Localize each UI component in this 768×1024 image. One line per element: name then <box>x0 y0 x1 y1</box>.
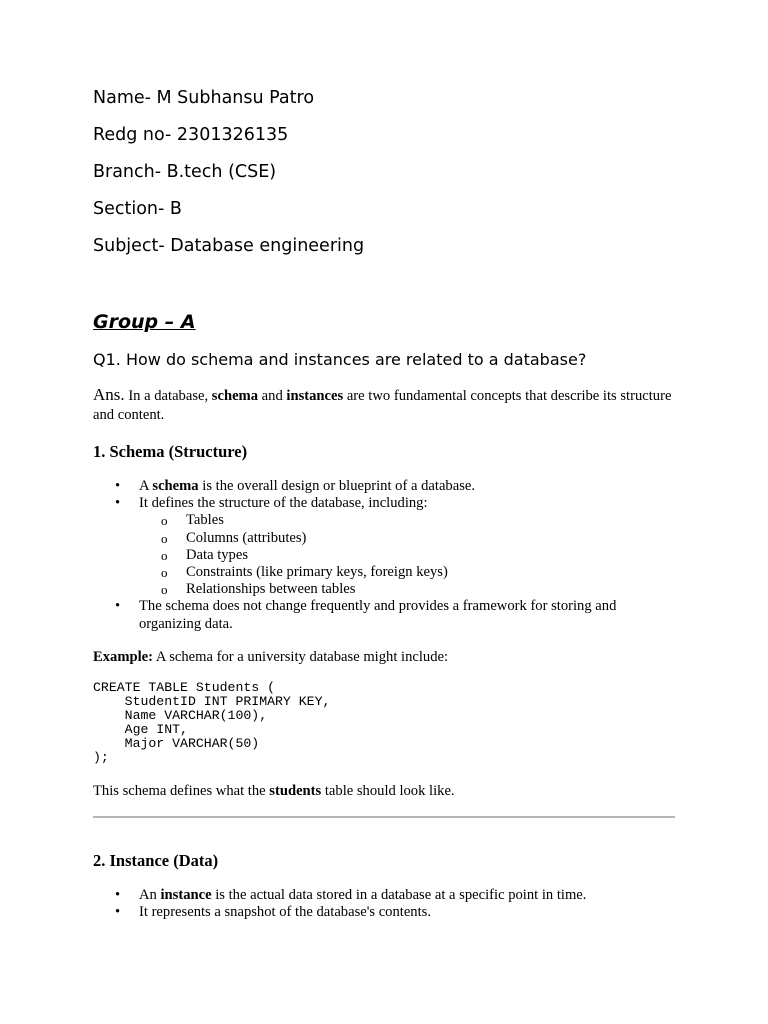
schema-bullet-list <box>93 478 679 633</box>
student-name: Name- M Subhansu Patro <box>93 88 315 108</box>
bullet-text: is the actual data stored in a database at a specific point in time. <box>215 887 587 903</box>
bullet-text: The schema does not change frequently and provides a framework for storing and organizing data. <box>139 598 617 632</box>
example-label: Example: <box>93 649 153 665</box>
sub-item-text: Tables <box>186 512 224 529</box>
schema-closing-line <box>93 782 673 801</box>
instance-bullet-list <box>93 887 679 921</box>
answer-and: and <box>261 388 283 404</box>
example-text: A schema for a university database might include: <box>155 649 449 665</box>
group-title: Group – A <box>93 311 196 333</box>
bullet-bold-term: schema <box>152 478 199 494</box>
bullet-text: It defines the structure of the database, including: <box>139 495 428 512</box>
answer-text-1: In a database, <box>128 388 209 404</box>
sub-item-columns <box>93 530 679 547</box>
sub-item-text: Constraints (like primary keys, foreign keys) <box>186 564 448 581</box>
schema-heading: 1. Schema (Structure) <box>93 442 248 461</box>
sub-bullet: o <box>161 565 168 581</box>
instance-bullet-1 <box>93 887 679 904</box>
bullet-text: It represents a snapshot of the database's contents. <box>139 904 431 921</box>
branch: Branch- B.tech (CSE) <box>93 162 277 182</box>
schema-bullet-1 <box>93 478 679 495</box>
sub-item-tables <box>93 512 679 529</box>
instance-bullet-2 <box>93 904 679 921</box>
sql-code-block: CREATE TABLE Students ( StudentID INT PRIMARY KEY, Name VARCHAR(100), Age INT, Major VARCHAR(50) ); <box>93 680 331 765</box>
instance-heading: 2. Instance (Data) <box>93 851 219 870</box>
schema-bullet-3 <box>93 598 679 632</box>
horizontal-divider <box>93 816 675 818</box>
registration-number: Redg no- 2301326135 <box>93 125 289 145</box>
answer-paragraph <box>93 385 673 425</box>
subject: Subject- Database engineering <box>93 236 365 256</box>
section: Section- B <box>93 199 182 219</box>
bullet-text: An <box>139 887 157 903</box>
closing-text: table should look like. <box>324 783 455 799</box>
sub-item-relationships <box>93 581 679 598</box>
closing-bold-term: students <box>269 783 322 799</box>
bullet-text: A <box>139 478 149 494</box>
closing-text: This schema defines what the <box>93 783 266 799</box>
answer-instances-term: instances <box>286 388 344 404</box>
sub-item-data-types <box>93 547 679 564</box>
answer-label: Ans. <box>93 385 125 404</box>
bullet-dot: • <box>115 887 121 903</box>
sub-item-text: Data types <box>186 546 249 563</box>
schema-bullet-2 <box>93 495 679 512</box>
bullet-text: is the overall design or blueprint of a database. <box>202 478 476 494</box>
example-line <box>93 648 673 667</box>
sub-bullet: o <box>161 547 168 563</box>
bullet-dot: • <box>115 478 121 494</box>
sub-bullet: o <box>161 513 168 529</box>
bullet-dot: • <box>115 904 121 921</box>
sub-item-constraints <box>93 564 679 581</box>
answer-schema-term: schema <box>211 388 259 404</box>
question-1: Q1. How do schema and instances are related to a database? <box>93 350 587 369</box>
bullet-bold-term: instance <box>160 887 212 903</box>
bullet-dot: • <box>115 598 121 615</box>
sub-bullet: o <box>161 530 168 546</box>
answer-text-2: are two fundamental concepts that describe its structure and content. <box>93 388 672 423</box>
sub-item-text: Columns (attributes) <box>186 529 307 546</box>
bullet-dot: • <box>115 495 121 512</box>
sub-item-text: Relationships between tables <box>186 581 356 598</box>
sub-bullet: o <box>161 582 168 598</box>
